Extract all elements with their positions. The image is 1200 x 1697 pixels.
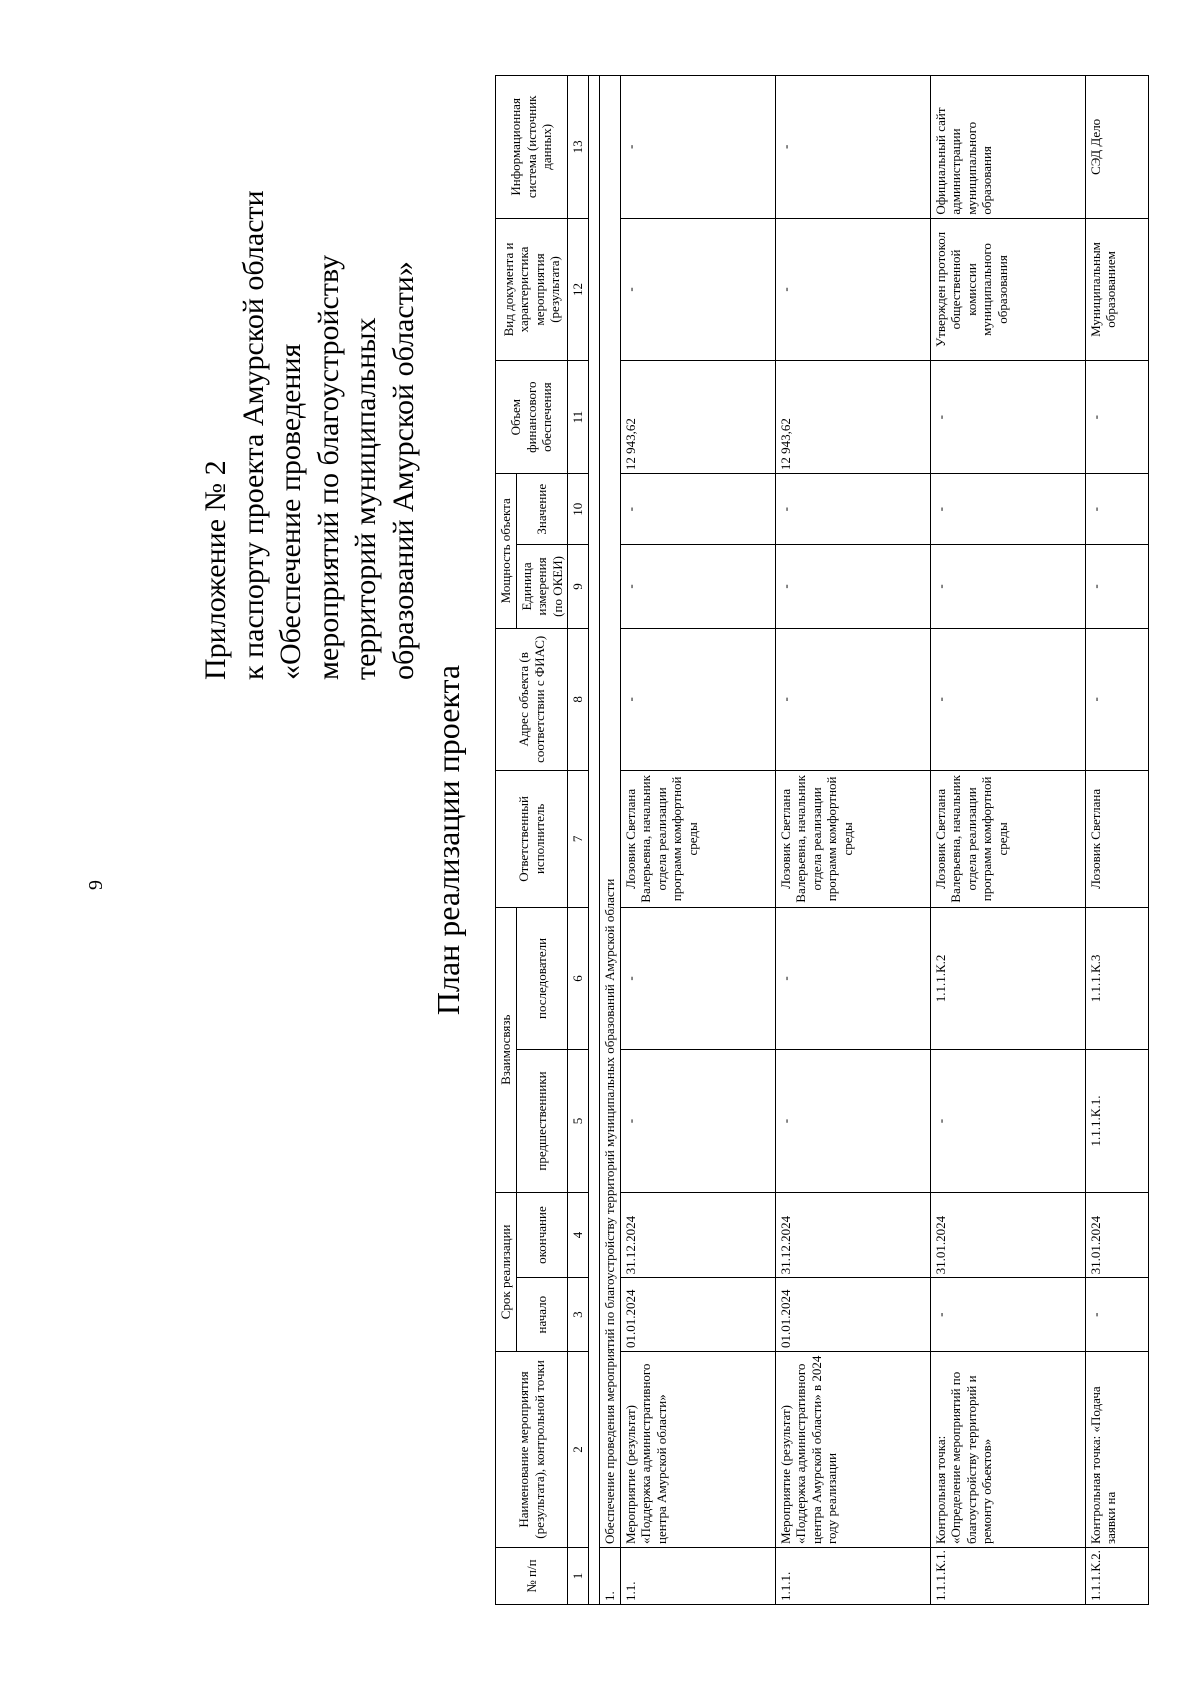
row-addr: - xyxy=(930,628,1085,771)
column-number: 8 xyxy=(568,628,589,771)
row-value: - xyxy=(1085,474,1148,545)
row-fin: 12 943,62 xyxy=(620,361,775,474)
row-start: 01.01.2024 xyxy=(775,1278,930,1352)
row-fin: - xyxy=(1085,361,1148,474)
header-succ: последователи xyxy=(516,907,568,1050)
row-no: 1.1.1. xyxy=(775,1547,930,1604)
header-power: Мощность объекта xyxy=(496,474,517,628)
header-doc: Вид документа и характеристика мероприятия (результата) xyxy=(496,218,568,361)
header-link: Взаимосвязь xyxy=(496,907,517,1192)
row-info: Официальный сайт администрации муниципального образования xyxy=(930,76,1085,219)
header-info: Информационная система (источник данных) xyxy=(496,76,568,219)
header-start: начало xyxy=(516,1278,568,1352)
header-name: Наименование мероприятия (результата), контрольной точки xyxy=(496,1351,568,1547)
header-unit: Единица измерения (по ОКЕИ) xyxy=(516,545,568,628)
column-number: 12 xyxy=(568,218,589,361)
column-number: 2 xyxy=(568,1351,589,1547)
row-start: - xyxy=(930,1278,1085,1352)
separator-cell xyxy=(588,76,599,1605)
row-start: - xyxy=(1085,1278,1148,1352)
header-value: Значение xyxy=(516,474,568,545)
column-numbers-row xyxy=(568,76,589,1605)
row-pred: - xyxy=(620,1050,775,1193)
appendix-line: территорий муниципальных xyxy=(349,317,382,680)
column-number: 9 xyxy=(568,545,589,628)
row-pred: - xyxy=(930,1050,1085,1193)
row-addr: - xyxy=(620,628,775,771)
row-resp: Лозовик Светлана xyxy=(1085,771,1148,908)
row-pred: 1.1.1.К.1. xyxy=(1085,1050,1148,1193)
header-resp: Ответственный исполнитель xyxy=(496,771,568,908)
row-unit: - xyxy=(930,545,1085,628)
row-no: 1.1.1.К.1. xyxy=(930,1547,1085,1604)
row-pred: - xyxy=(775,1050,930,1193)
table-row xyxy=(1085,76,1148,1605)
row-addr: - xyxy=(775,628,930,771)
section-row xyxy=(599,76,620,1605)
row-name: Мероприятие (результат) «Поддержка административного центра Амурской области» в 2024 году реализации xyxy=(775,1351,930,1547)
document-title: План реализации проекта xyxy=(430,664,466,1016)
column-number: 11 xyxy=(568,361,589,474)
row-value: - xyxy=(930,474,1085,545)
row-succ: - xyxy=(775,907,930,1050)
row-unit: - xyxy=(1085,545,1148,628)
row-succ: 1.1.1.К.2 xyxy=(930,907,1085,1050)
row-resp: Лозовик Светлана Валерьевна, начальник отдела реализации программ комфортной среды xyxy=(620,771,775,908)
table-row xyxy=(930,76,1085,1605)
section-title: Обеспечение проведения мероприятий по благоустройству территорий муниципальных образований Амурской области xyxy=(599,76,620,1548)
section-no: 1. xyxy=(599,1547,620,1604)
header-end: окончание xyxy=(516,1192,568,1278)
row-no: 1.1. xyxy=(620,1547,775,1604)
row-fin: - xyxy=(930,361,1085,474)
appendix-line: мероприятий по благоустройству xyxy=(311,254,345,680)
column-number: 13 xyxy=(568,76,589,219)
row-unit: - xyxy=(775,545,930,628)
row-succ: - xyxy=(620,907,775,1050)
plan-table xyxy=(495,75,1149,1605)
row-info: - xyxy=(775,76,930,219)
row-value: - xyxy=(775,474,930,545)
separator-row xyxy=(588,76,599,1605)
row-doc: Муниципальным образованием xyxy=(1085,218,1148,361)
appendix-line: образований Амурской области» xyxy=(386,261,420,680)
row-fin: 12 943,62 xyxy=(775,361,930,474)
appendix-line: к паспорту проекта Амурской области xyxy=(236,190,270,680)
header-pred: предшественники xyxy=(516,1050,568,1193)
row-info: СЭД Дело xyxy=(1085,76,1148,219)
row-succ: 1.1.1.К.3 xyxy=(1085,907,1148,1050)
column-number: 4 xyxy=(568,1192,589,1278)
row-end: 31.01.2024 xyxy=(1085,1192,1148,1278)
row-value: - xyxy=(620,474,775,545)
header-addr: Адрес объекта (в соответствии с ФИАС) xyxy=(496,628,568,771)
table-row xyxy=(775,76,930,1605)
rotated-page xyxy=(25,80,1175,1680)
header-no: № п/п xyxy=(496,1547,568,1604)
row-resp: Лозовик Светлана Валерьевна, начальник отдела реализации программ комфортной среды xyxy=(930,771,1085,908)
appendix-line: Приложение № 2 xyxy=(199,460,232,680)
row-resp: Лозовик Светлана Валерьевна, начальник отдела реализации программ комфортной среды xyxy=(775,771,930,908)
row-info: - xyxy=(620,76,775,219)
row-addr: - xyxy=(1085,628,1148,771)
row-start: 01.01.2024 xyxy=(620,1278,775,1352)
row-no: 1.1.1.К.2. xyxy=(1085,1547,1148,1604)
row-doc: Утвержден протокол общественной комиссии муниципального образования xyxy=(930,218,1085,361)
row-end: 31.12.2024 xyxy=(620,1192,775,1278)
row-name: Мероприятие (результат) «Поддержка административного центра Амурской области» xyxy=(620,1351,775,1547)
column-number: 1 xyxy=(568,1547,589,1604)
row-doc: - xyxy=(775,218,930,361)
row-end: 31.01.2024 xyxy=(930,1192,1085,1278)
column-number: 7 xyxy=(568,771,589,908)
appendix-heading xyxy=(197,90,422,680)
row-name: Контрольная точка: «Подача заявки на xyxy=(1085,1351,1148,1547)
column-number: 5 xyxy=(568,1050,589,1193)
column-number: 6 xyxy=(568,907,589,1050)
table-row xyxy=(620,76,775,1605)
column-number: 3 xyxy=(568,1278,589,1352)
row-doc: - xyxy=(620,218,775,361)
header-fin: Объем финансового обеспечения xyxy=(496,361,568,474)
page-number: 9 xyxy=(85,880,107,890)
column-number: 10 xyxy=(568,474,589,545)
row-unit: - xyxy=(620,545,775,628)
appendix-line: «Обеспечение проведения xyxy=(274,343,307,680)
header-period: Срок реализации xyxy=(496,1192,517,1351)
row-end: 31.12.2024 xyxy=(775,1192,930,1278)
row-name: Контрольная точка: «Определение мероприятий по благоустройству территорий и ремонту объектов» xyxy=(930,1351,1085,1547)
header-row xyxy=(496,76,517,1605)
